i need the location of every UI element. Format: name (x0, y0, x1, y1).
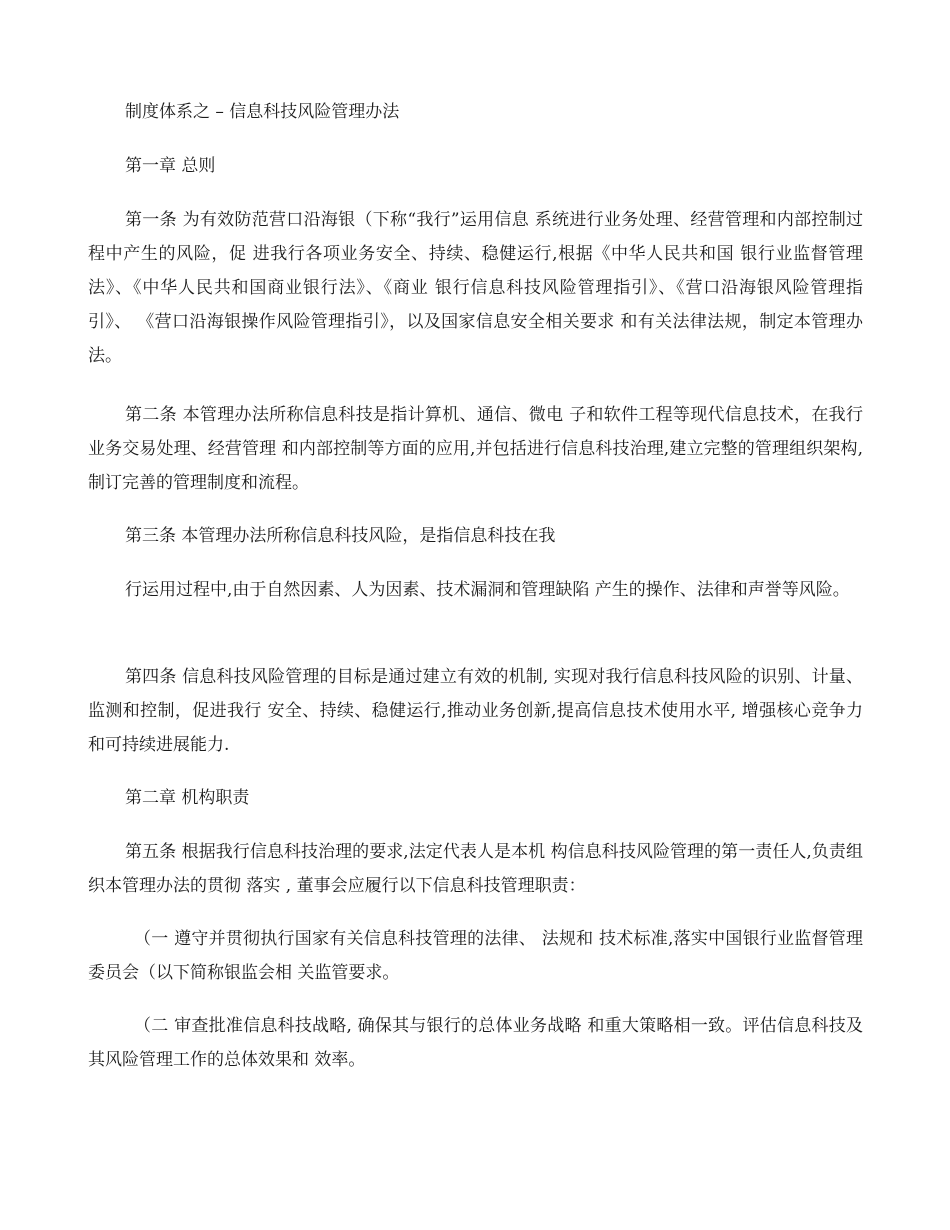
chapter-heading-1: 第一章 总则 (125, 156, 216, 176)
article-5: 第五条 根据我行信息科技治理的要求,法定代表人是本机 构信息科技风险管理的第一责任人,负责组织本管理办法的贯彻 落实 , 董事会应履行以下信息科技管理职责： (88, 842, 863, 896)
chapter-heading-2: 第二章 机构职责 (125, 788, 250, 808)
article-3-part-2: 行运用过程中,由于自然因素、人为因素、技术漏洞和管理缺陷 产生的操作、法律和声誉等风险。 (125, 580, 850, 600)
article-2: 第二条 本管理办法所称信息科技是指计算机、通信、微电 子和软件工程等现代信息技术，在我行业务交易处理、经营管理 和内部控制等方面的应用,并包括进行信息科技治理,建立完整的管理组织架构,制订完善的管理制度和流程。 (88, 405, 863, 493)
article-4: 第四条 信息科技风险管理的目标是通过建立有效的机制, 实现对我行信息科技风险的识别、计量、监测和控制，促进我行 安全、持续、稳健运行,推动业务创新,提高信息技术使用水平, 增强核心竞争力和可持续进展能力. (88, 667, 863, 755)
article-1: 第一条 为有效防范营口沿海银（下称“我行”运用信息 系统进行业务处理、经营管理和内部控制过程中产生的风险，促 进我行各项业务安全、持续、稳健运行,根据《中华人民共和国 银行业监督管理法》、《中华人民共和国商业银行法》、《商业 银行信息科技风险管理指引》、《营口沿海银风险管理指引》、 《营口沿海银操作风险管理指引》，以及国家信息安全相关要求 和有关法律法规，制定本管理办法。 (88, 210, 863, 366)
list-item-2: （二 审查批准信息科技战略, 确保其与银行的总体业务战略 和重大策略相一致。评估信息科技及其风险管理工作的总体效果和 效率。 (88, 1016, 863, 1070)
document-title: 制度体系之 – 信息科技风险管理办法 (125, 102, 400, 122)
article-3-part-1: 第三条 本管理办法所称信息科技风险，是指信息科技在我 (125, 526, 556, 546)
list-item-1: （一 遵守并贯彻执行国家有关信息科技管理的法律、 法规和 技术标准,落实中国银行业监督管理委员会（以下简称银监会相 关监管要求。 (88, 929, 863, 983)
